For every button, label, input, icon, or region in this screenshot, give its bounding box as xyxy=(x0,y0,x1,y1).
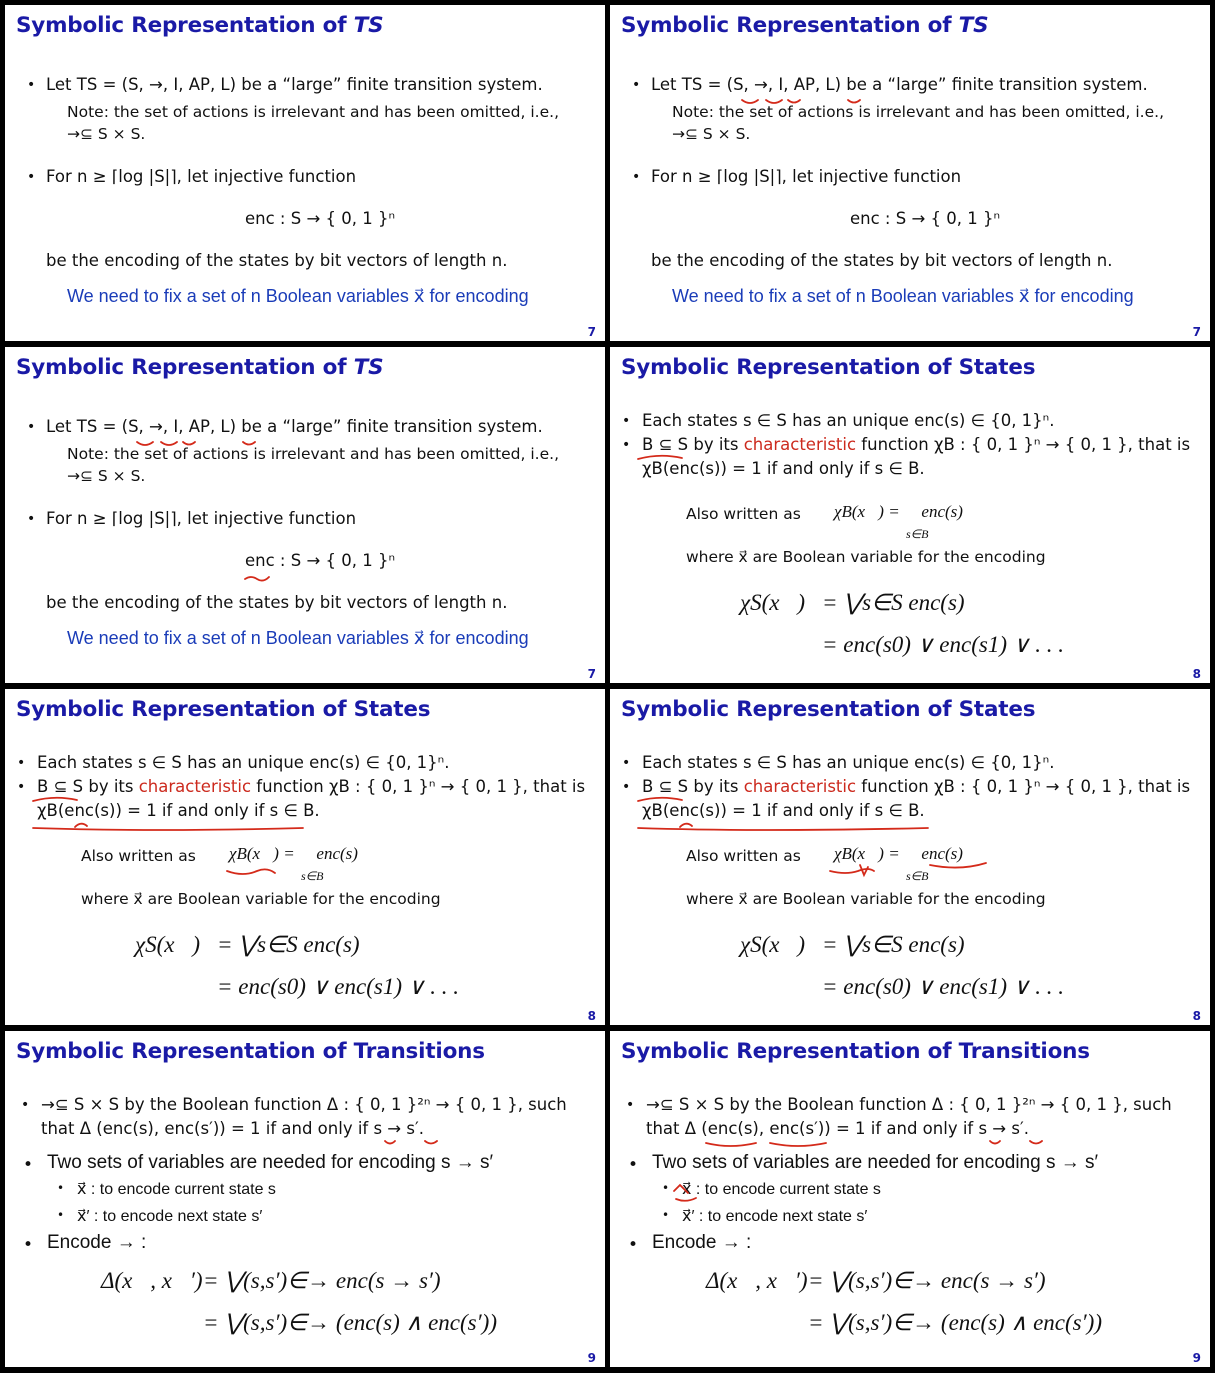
two-sets-line: Two sets of variables are needed for encoding s → s′ xyxy=(652,1152,1099,1173)
slide-title: Symbolic Representation of TS xyxy=(621,13,989,38)
bullet xyxy=(23,1155,33,1175)
let-line: Let TS = (S, →, I, AP, L) be a “large” finite transition system. xyxy=(651,75,1148,94)
next-state-vars: x⃗′ : to encode next state s′ xyxy=(682,1208,868,1225)
sub-bullet xyxy=(662,1181,669,1195)
also-formula: χB(x⃗) = ⋁ enc(s) xyxy=(229,844,358,863)
note-line-2: →⊆ S × S. xyxy=(67,125,146,143)
enc-formula: enc : S → { 0, 1 }ⁿ xyxy=(245,209,396,228)
bullet-characteristic: B ⊆ S by its characteristic function χB : { 0, 1 }ⁿ → { 0, 1 }, that is xyxy=(37,777,586,796)
delta-rhs-1: = ⋁(s,s′)∈→ enc(s → s′) xyxy=(808,1268,1046,1293)
bullet xyxy=(27,77,35,93)
chi-lhs: χS(x⃗) xyxy=(135,932,201,957)
for-line: For n ≥ ⌈log |S|⌉, let injective function xyxy=(46,167,357,186)
chi-rhs-2: = enc(s0) ∨ enc(s1) ∨ . . . xyxy=(822,974,1065,999)
slide-title: Symbolic Representation of Transitions xyxy=(621,1039,1090,1064)
bullet xyxy=(17,779,25,795)
page-number: 8 xyxy=(587,1009,596,1023)
note-line-2: →⊆ S × S. xyxy=(67,467,146,485)
bullet-characteristic: B ⊆ S by its characteristic function χB : { 0, 1 }ⁿ → { 0, 1 }, that is xyxy=(642,435,1191,454)
page-number: 9 xyxy=(587,1351,596,1365)
encoding-line: be the encoding of the states by bit vectors of length n. xyxy=(651,251,1113,270)
let-line: Let TS = (S, →, I, AP, L) be a “large” finite transition system. xyxy=(46,75,543,94)
characteristic-definition: χB(enc(s)) = 1 if and only if s ∈ B. xyxy=(642,459,925,478)
encode-arrow-line: Encode → : xyxy=(47,1232,147,1253)
chi-rhs-1: = ⋁s∈S enc(s) xyxy=(217,932,360,957)
bullet xyxy=(622,437,630,453)
bullet xyxy=(626,1097,634,1113)
bullet xyxy=(628,1155,638,1175)
chi-lhs: χS(x⃗) xyxy=(740,590,806,615)
note-line-1: Note: the set of actions is irrelevant and has been omitted, i.e., xyxy=(67,103,559,121)
bullet xyxy=(27,419,35,435)
also-written-as: Also written as xyxy=(81,847,196,865)
characteristic-definition: χB(enc(s)) = 1 if and only if s ∈ B. xyxy=(37,801,320,820)
boolean-variables-note: We need to fix a set of n Boolean variables x⃗ for encoding xyxy=(672,286,1134,306)
slide-title: Symbolic Representation of Transitions xyxy=(16,1039,485,1064)
page-number: 7 xyxy=(1192,325,1201,339)
next-state-vars: x⃗′ : to encode next state s′ xyxy=(77,1208,263,1225)
bullet xyxy=(622,755,630,771)
also-written-as: Also written as xyxy=(686,847,801,865)
bullet xyxy=(23,1235,33,1255)
encoding-line: be the encoding of the states by bit vectors of length n. xyxy=(46,593,508,612)
bullet xyxy=(632,77,640,93)
boolean-variables-note: We need to fix a set of n Boolean variables x⃗ for encoding xyxy=(67,628,529,648)
also-formula-subscript: s∈B xyxy=(906,527,929,541)
delta-lhs: Δ(x⃗, x⃗′) xyxy=(101,1268,203,1293)
enc-formula: enc : S → { 0, 1 }ⁿ xyxy=(850,209,1001,228)
bullet-unique-encoding: Each states s ∈ S has an unique enc(s) ∈ {0, 1}ⁿ. xyxy=(642,411,1055,430)
note-line-1: Note: the set of actions is irrelevant and has been omitted, i.e., xyxy=(67,445,559,463)
two-sets-line: Two sets of variables are needed for encoding s → s′ xyxy=(47,1152,494,1173)
bullet-unique-encoding: Each states s ∈ S has an unique enc(s) ∈ {0, 1}ⁿ. xyxy=(642,753,1055,772)
slide-title: Symbolic Representation of States xyxy=(621,355,1036,380)
page-number: 9 xyxy=(1192,1351,1201,1365)
for-line: For n ≥ ⌈log |S|⌉, let injective function xyxy=(46,509,357,528)
bullet xyxy=(622,413,630,429)
current-state-vars: x⃗ : to encode current state s xyxy=(682,1181,881,1198)
slide-states-3 xyxy=(610,689,1210,1025)
page-number: 8 xyxy=(1192,1009,1201,1023)
slide-states-2 xyxy=(5,689,605,1025)
delta-rhs-2: = ⋁(s,s′)∈→ (enc(s) ∧ enc(s′)) xyxy=(203,1310,497,1335)
slide-ts-2 xyxy=(610,5,1210,341)
sub-bullet xyxy=(662,1208,669,1222)
chi-rhs-1: = ⋁s∈S enc(s) xyxy=(822,590,965,615)
sub-bullet xyxy=(57,1181,64,1195)
bullet xyxy=(17,755,25,771)
page-number: 7 xyxy=(587,667,596,681)
slide-states-1 xyxy=(610,347,1210,683)
slide-title: Symbolic Representation of States xyxy=(621,697,1036,722)
also-written-as: Also written as xyxy=(686,505,801,523)
also-formula: χB(x⃗) = ⋁ enc(s) xyxy=(834,844,963,863)
bullet-unique-encoding: Each states s ∈ S has an unique enc(s) ∈ {0, 1}ⁿ. xyxy=(37,753,450,772)
delta-definition-line-2: that Δ (enc(s), enc(s′)) = 1 if and only if s → s′. xyxy=(41,1119,424,1138)
slide-title: Symbolic Representation of TS xyxy=(16,13,384,38)
let-line: Let TS = (S, →, I, AP, L) be a “large” finite transition system. xyxy=(46,417,543,436)
bullet xyxy=(632,169,640,185)
slide-title: Symbolic Representation of TS xyxy=(16,355,384,380)
where-line: where x⃗ are Boolean variable for the encoding xyxy=(686,890,1046,908)
slide-transitions-2 xyxy=(610,1031,1210,1367)
note-line-2: →⊆ S × S. xyxy=(672,125,751,143)
also-formula-subscript: s∈B xyxy=(301,869,324,883)
current-state-vars: x⃗ : to encode current state s xyxy=(77,1181,276,1198)
page-number: 7 xyxy=(587,325,596,339)
for-line: For n ≥ ⌈log |S|⌉, let injective function xyxy=(651,167,962,186)
bullet xyxy=(628,1235,638,1255)
delta-rhs-2: = ⋁(s,s′)∈→ (enc(s) ∧ enc(s′)) xyxy=(808,1310,1102,1335)
delta-lhs: Δ(x⃗, x⃗′) xyxy=(706,1268,808,1293)
chi-rhs-2: = enc(s0) ∨ enc(s1) ∨ . . . xyxy=(217,974,460,999)
characteristic-definition: χB(enc(s)) = 1 if and only if s ∈ B. xyxy=(642,801,925,820)
boolean-variables-note: We need to fix a set of n Boolean variables x⃗ for encoding xyxy=(67,286,529,306)
delta-definition-line-1: →⊆ S × S by the Boolean function Δ : { 0, 1 }²ⁿ → { 0, 1 }, such xyxy=(41,1095,567,1114)
where-line: where x⃗ are Boolean variable for the encoding xyxy=(686,548,1046,566)
slide-ts-3 xyxy=(5,347,605,683)
delta-definition-line-2: that Δ (enc(s), enc(s′)) = 1 if and only if s → s′. xyxy=(646,1119,1029,1138)
slide-transitions-1 xyxy=(5,1031,605,1367)
bullet xyxy=(622,779,630,795)
note-line-1: Note: the set of actions is irrelevant and has been omitted, i.e., xyxy=(672,103,1164,121)
bullet xyxy=(27,169,35,185)
bullet xyxy=(27,511,35,527)
also-formula: χB(x⃗) = ⋁ enc(s) xyxy=(834,502,963,521)
chi-lhs: χS(x⃗) xyxy=(740,932,806,957)
delta-rhs-1: = ⋁(s,s′)∈→ enc(s → s′) xyxy=(203,1268,441,1293)
encode-arrow-line: Encode → : xyxy=(652,1232,752,1253)
chi-rhs-2: = enc(s0) ∨ enc(s1) ∨ . . . xyxy=(822,632,1065,657)
bullet xyxy=(21,1097,29,1113)
encoding-line: be the encoding of the states by bit vectors of length n. xyxy=(46,251,508,270)
sub-bullet xyxy=(57,1208,64,1222)
enc-formula: enc : S → { 0, 1 }ⁿ xyxy=(245,551,396,570)
slide-ts-1 xyxy=(5,5,605,341)
bullet-characteristic: B ⊆ S by its characteristic function χB : { 0, 1 }ⁿ → { 0, 1 }, that is xyxy=(642,777,1191,796)
chi-rhs-1: = ⋁s∈S enc(s) xyxy=(822,932,965,957)
slide-title: Symbolic Representation of States xyxy=(16,697,431,722)
page-number: 8 xyxy=(1192,667,1201,681)
where-line: where x⃗ are Boolean variable for the encoding xyxy=(81,890,441,908)
also-formula-subscript: s∈B xyxy=(906,869,929,883)
delta-definition-line-1: →⊆ S × S by the Boolean function Δ : { 0, 1 }²ⁿ → { 0, 1 }, such xyxy=(646,1095,1172,1114)
